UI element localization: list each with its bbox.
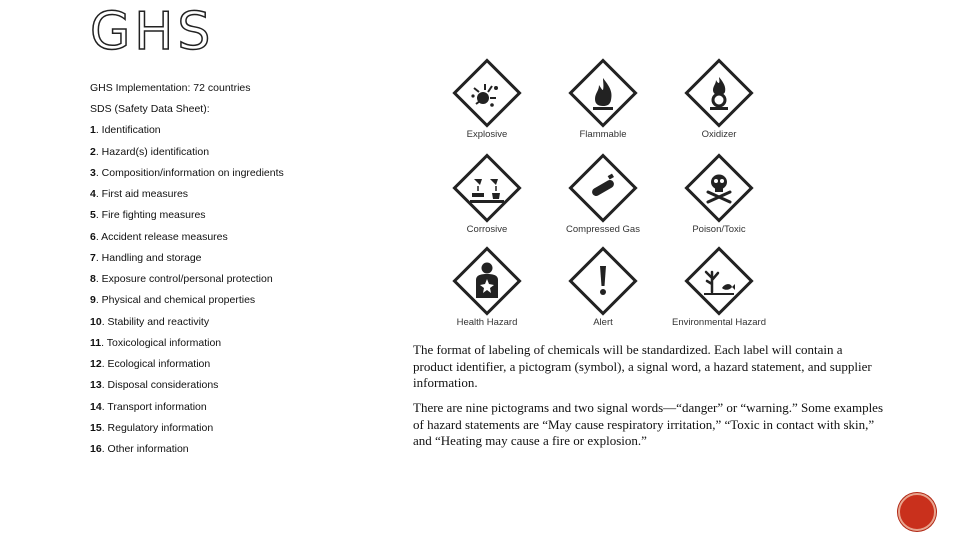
pictogram-label: Explosive [466, 129, 508, 140]
list-item: 4. First aid measures [90, 188, 189, 200]
pictogram-corrosive [428, 153, 546, 235]
flame-icon [568, 58, 638, 128]
skull-crossbones-icon [684, 153, 754, 223]
list-item: 9. Physical and chemical properties [90, 294, 256, 306]
exploding-bomb-icon [452, 58, 522, 128]
pictogram-explosive [428, 58, 546, 140]
pictogram-label: Health Hazard [456, 317, 518, 328]
pictogram-environmental-hazard [660, 246, 778, 328]
ghs-pictogram-grid [428, 58, 778, 333]
list-item: 7. Handling and storage [90, 252, 202, 264]
page-title: GHS [90, 2, 215, 62]
list-item: 8. Exposure control/personal protection [90, 273, 273, 285]
pictogram-health-hazard [428, 246, 546, 328]
list-item: 12. Ecological information [90, 358, 211, 370]
health-hazard-icon [452, 246, 522, 316]
pictogram-label: Poison/Toxic [692, 224, 746, 235]
list-item: 3. Composition/information on ingredients [90, 167, 284, 179]
slide-badge [898, 493, 936, 531]
pictogram-paragraph: There are nine pictograms and two signal words—“danger” or “warning.” Some examples of hazard statements are “May cause respiratory irritation,” “Toxic in contact with skin,” and “Heating may cause a fire or explosion.” [413, 400, 884, 448]
flame-over-circle-icon [684, 58, 754, 128]
list-item: 16. Other information [90, 443, 189, 455]
exclamation-mark-icon [568, 246, 638, 316]
pictogram-alert [544, 246, 662, 328]
intro-text: GHS Implementation: 72 countries [90, 82, 251, 94]
list-item: 10. Stability and reactivity [90, 316, 210, 328]
pictogram-compressed-gas [544, 153, 662, 235]
list-item: 1. Identification [90, 124, 161, 136]
list-item: 15. Regulatory information [90, 422, 214, 434]
pictogram-flammable [544, 58, 662, 140]
pictogram-label: Oxidizer [701, 129, 737, 140]
list-item: 2. Hazard(s) identification [90, 146, 210, 158]
environment-icon [684, 246, 754, 316]
corrosion-icon [452, 153, 522, 223]
pictogram-label: Compressed Gas [566, 224, 640, 235]
pictogram-label: Flammable [579, 129, 627, 140]
pictogram-oxidizer [660, 58, 778, 140]
pictogram-label: Corrosive [466, 224, 508, 235]
pictogram-label: Alert [593, 317, 613, 328]
pictogram-poison [660, 153, 778, 235]
list-item: 5. Fire fighting measures [90, 209, 206, 221]
labeling-paragraph: The format of labeling of chemicals will be standardized. Each label will contain a product identifier, a pictogram (symbol), a signal word, a hazard statement, and supplier information. [413, 342, 872, 390]
list-item: 13. Disposal considerations [90, 379, 219, 391]
list-item: 14. Transport information [90, 401, 207, 413]
list-item: 6. Accident release measures [90, 231, 228, 243]
pictogram-label: Environmental Hazard [672, 317, 766, 328]
sds-heading: SDS (Safety Data Sheet): [90, 103, 210, 115]
gas-cylinder-icon [568, 153, 638, 223]
list-item: 11. Toxicological information [90, 337, 222, 349]
